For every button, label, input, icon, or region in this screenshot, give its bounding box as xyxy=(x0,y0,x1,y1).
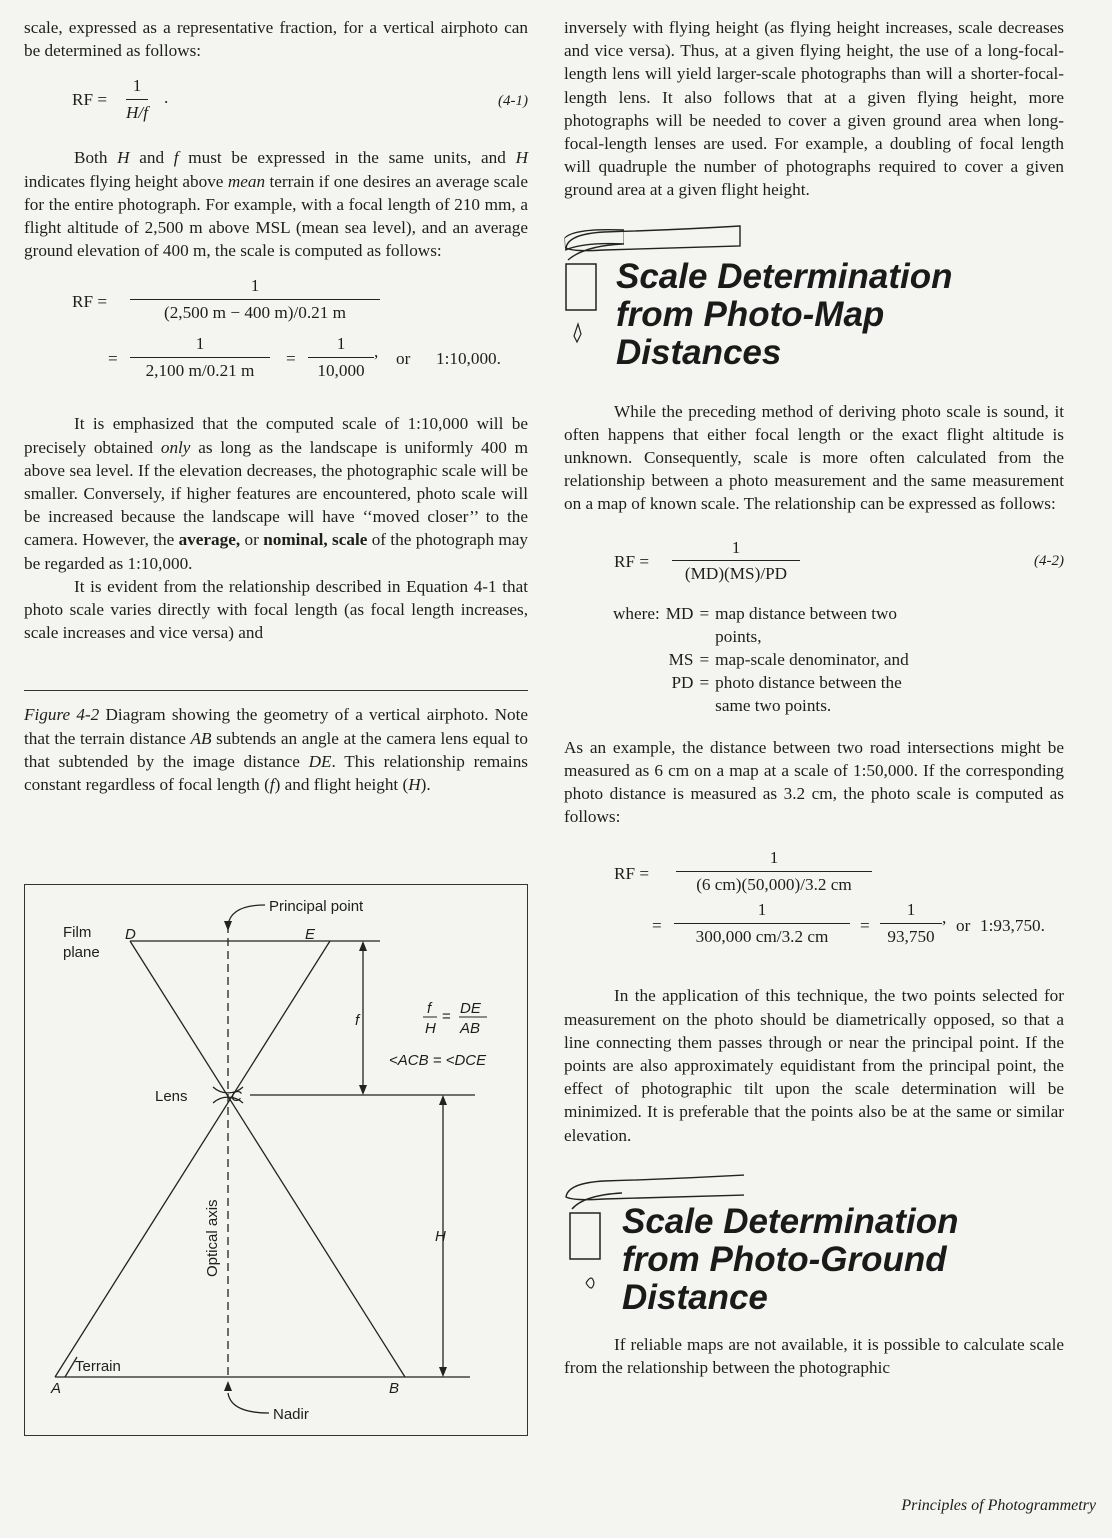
principal-point-leader xyxy=(228,905,265,925)
heading-line: Scale Determination xyxy=(622,1201,959,1241)
fraction: $\frac{1}{10,000}$ xyxy=(308,332,374,381)
angle-equality-label: <ACB = <DCE xyxy=(389,1052,487,1069)
equation-4-1: RF = $\frac{1}{H/f}$ . (4-1) xyxy=(24,70,528,140)
arrow-h-top xyxy=(439,1095,447,1105)
flight-height-label: H xyxy=(435,1228,446,1245)
point-d-label: D xyxy=(125,926,136,943)
paragraph: It is emphasized that the computed scale of 1:10,000 will be precisely obtained only as long as the landscape is uniformly 400 m above sea level. If the elevation decreases, the photographic scale will be smaller. Conversely, if higher features are encountered, photo scale will be increased because the landscape will have ‘‘moved closer’’ to the camera. However, the average, or nominal, scale of the photograph may be regarded as 1:10,000. xyxy=(24,414,528,573)
equation-4-2: RF = $\frac{1}{(MD)(MS)/PD}$ (4-2) xyxy=(564,530,1064,602)
heading-line: from Photo-Map xyxy=(616,294,885,334)
point-a-label: A xyxy=(51,1380,62,1397)
fraction: $\frac{1}{(MD)(MS)/PD}$ xyxy=(672,536,800,585)
heading-line: Scale Determination xyxy=(616,256,953,296)
definition-row: where: MD = map distance between two points, xyxy=(613,603,898,646)
paragraph: It is evident from the relationship described in Equation 4-1 that photo scale varies directly with focal length (as focal length increases, scale increases and vice versa) and xyxy=(24,576,528,643)
section-heading-photo-map xyxy=(564,224,1064,374)
nadir-leader xyxy=(228,1393,269,1413)
fraction: $\frac{1}{300,000 cm/3.2 cm}$ xyxy=(674,898,850,947)
fraction: $\frac{1}{(6 cm)(50,000)/3.2 cm}$ xyxy=(676,846,872,895)
paragraph: inversely with flying height (as flying height increases, scale decreases and vice versa). Thus, at a given flying height, the use of a long-focal-length lens will yield larger-scale photographs than will a shorter-focal-length lens. It also follows that at a given flying height, more photographs will be needed to cover a given ground area when long-focal-length lenses are used. For example, a doubling of focal length will quadruple the number of photographs required to cover a given ground area at a given flight height. xyxy=(564,18,1064,200)
point-c-label: C xyxy=(231,1088,242,1105)
ratio-h: H xyxy=(425,1020,436,1037)
nadir-label: Nadir xyxy=(273,1406,309,1423)
figure-rule xyxy=(24,690,528,691)
fraction: $\frac{1}{93,750}$ xyxy=(880,898,942,947)
ratio-equals: = xyxy=(442,1008,451,1025)
fraction: $\frac{1}{(2,500 m - 400 m)/0.21 m}$ xyxy=(130,274,380,323)
definition-row: PD = photo distance between the same two points. xyxy=(671,673,902,716)
geometry-diagram xyxy=(25,885,529,1437)
terrain-label: Terrain xyxy=(75,1358,121,1375)
paragraph: While the preceding method of deriving photo scale is sound, it often happens that either focal length or the exact flight altitude is unknown. Consequently, scale is more often calculated from the relationship between a photo measurement and the same measurement on a map of known scale. The relationship can be expressed as follows: xyxy=(564,401,1064,514)
paragraph: Both H and f must be expressed in the same units, and H indicates flying height above mean terrain if one desires an average scale for the entire photograph. For example, with a focal length of 210 mm, a flight altitude of 2,500 m above MSL (mean sea level), and an average ground elevation of 400 m, the scale is computed as follows: xyxy=(24,148,528,261)
scroll-ornament-icon xyxy=(564,1173,624,1323)
principal-point-label: Principal point xyxy=(269,898,364,915)
plane-label: plane xyxy=(63,944,100,961)
ratio-ab: AB xyxy=(460,1020,481,1037)
arrow-nadir xyxy=(224,1381,232,1391)
running-footer: Principles of Photogrammetry xyxy=(901,1497,1096,1514)
equation-number: (4-2) xyxy=(1034,552,1064,569)
focal-length-label: f xyxy=(355,1012,360,1029)
heading-line: Distances xyxy=(616,332,782,372)
optical-axis-label: Optical axis xyxy=(204,1199,221,1277)
point-e-label: E xyxy=(305,926,316,943)
paragraph: scale, expressed as a representative fraction, for a vertical airphoto can be determined as follows: xyxy=(24,18,528,61)
heading-line: from Photo-Ground xyxy=(622,1239,947,1279)
arrow-h-bottom xyxy=(439,1367,447,1377)
arrow-f-bottom xyxy=(359,1085,367,1095)
section-heading-photo-ground xyxy=(564,1173,1064,1323)
ray-e-a xyxy=(55,941,330,1377)
lens-label: Lens xyxy=(155,1088,188,1105)
film-label: Film xyxy=(63,924,92,941)
figure-caption: Figure 4-2 Diagram showing the geometry of a vertical airphoto. Note that the terrain distance AB subtends an angle at the camera lens equal to that subtended by the image distance DE. This relationship remains constant regardless of focal length (f) and flight height (H). xyxy=(24,705,528,795)
definition-row: MS = map-scale denominator, and xyxy=(668,650,909,670)
ratio-f: f xyxy=(427,1000,432,1017)
point-b-label: B xyxy=(389,1380,400,1397)
fraction: $\frac{1}{2,100 m/0.21 m}$ xyxy=(130,332,270,381)
scroll-banner-icon xyxy=(564,222,744,262)
equation-rf-example-2: RF = $\frac{1}{(6 cm)(50,000)/3.2 cm}$ = $\frac{1}{300,000 cm/3.2 cm}$ = $\frac{1}{93,750}$ , or 1:93,750. xyxy=(564,842,1064,984)
right-column xyxy=(564,16,1064,1379)
paragraph: If reliable maps are not available, it is possible to calculate scale from the relationship between the photographic xyxy=(564,1334,1064,1378)
paragraph: As an example, the distance between two road intersections might be measured as 6 cm on a map at a scale of 1:50,000. If the corresponding photo distance is measured as 3.2 cm, the photo scale is computed as follows: xyxy=(564,737,1064,827)
equation-rf-example-1: RF = $\frac{1}{(2,500 m - 400 m)/0.21 m}$ = $\frac{1}{2,100 m/0.21 m}$ = $\frac{1}{10,000}$ , or 1:10,000. xyxy=(24,270,528,412)
figure-4-2-diagram xyxy=(24,884,528,1436)
equation-number: (4-1) xyxy=(498,93,528,110)
arrow-f-top xyxy=(359,941,367,951)
ray-d-b xyxy=(130,941,405,1377)
fraction: $\frac{1}{H/f}$ xyxy=(126,76,148,122)
heading-line: Distance xyxy=(622,1277,768,1317)
variable-definitions xyxy=(610,602,938,718)
ratio-de: DE xyxy=(460,1000,481,1017)
arrow-principal xyxy=(224,921,232,931)
paragraph: In the application of this technique, the two points selected for measurement on the photo should be diametrically opposed, so that a line connecting them passes through or near the principal point. If the points are also approximately equidistant from the principal point, the effect of photographic tilt upon the scale determination will be minimized. It is preferable that the points also be at the same or similar elevation. xyxy=(564,986,1064,1145)
left-column xyxy=(24,16,528,796)
